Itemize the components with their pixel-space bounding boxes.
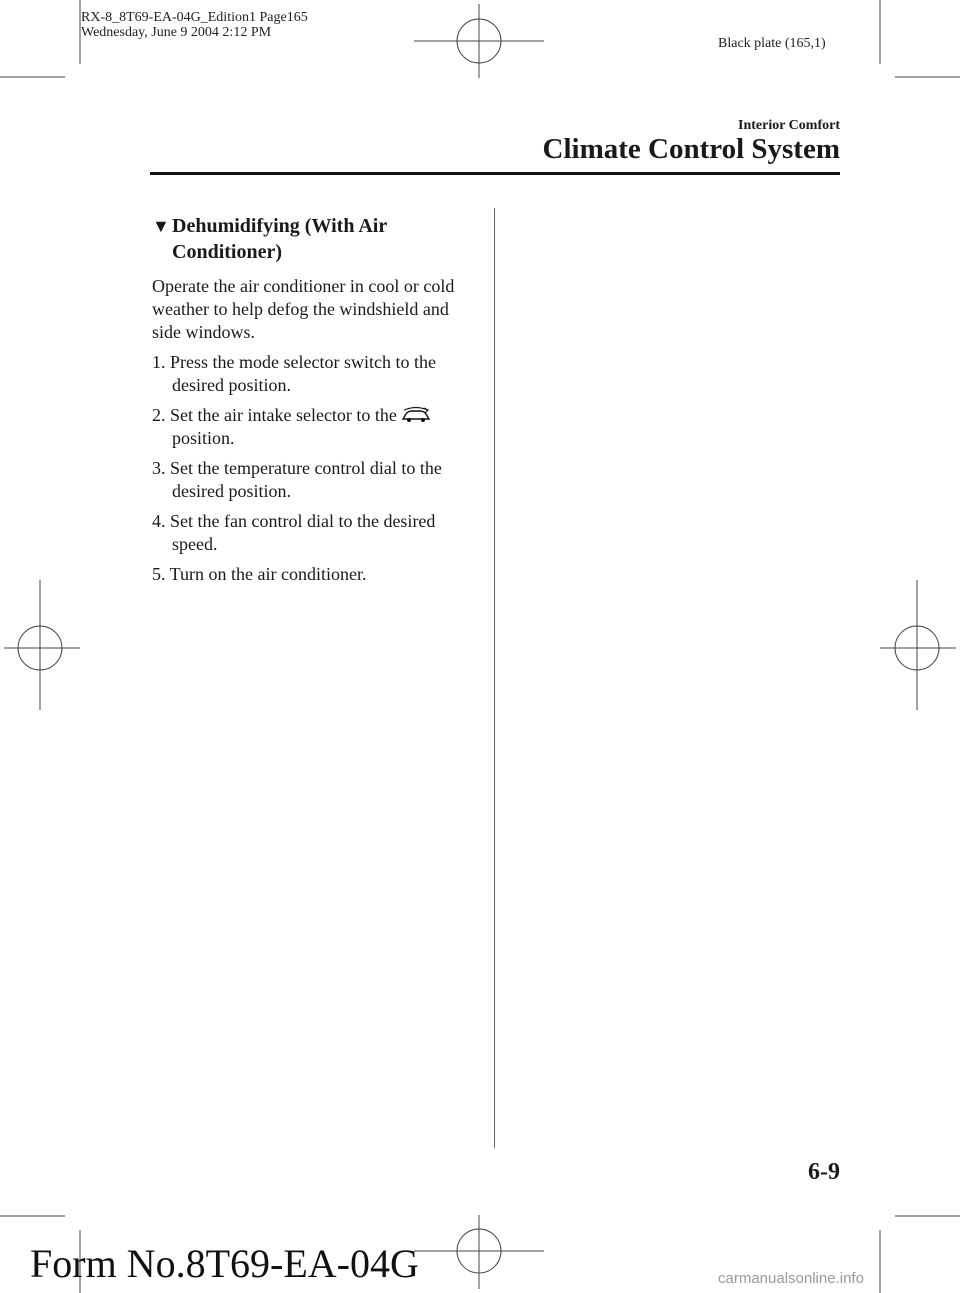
intro-paragraph: Operate the air conditioner in cool or cold weather to help defog the windshield and side windows. [152, 276, 455, 342]
black-plate-label: Black plate (165,1) [718, 36, 826, 51]
timestamp-line: Wednesday, June 9 2004 2:12 PM [81, 25, 272, 40]
file-name-line: RX-8_8T69-EA-04G_Edition1 Page165 [81, 10, 308, 25]
heading-line-1: Dehumidifying (With Air [172, 215, 388, 237]
subsection-heading [152, 213, 482, 265]
triangle-bullet-icon: ▼ [152, 216, 170, 236]
step-4: 4. Set the fan control dial to the desired speed. [152, 511, 436, 554]
step-1: 1. Press the mode selector switch to the desired position. [152, 352, 436, 395]
section-label: Interior Comfort [738, 118, 840, 133]
step-2 [152, 404, 477, 450]
step-2-tail: position. [172, 428, 235, 448]
header-rule [150, 172, 840, 175]
form-number: Form No.8T69-EA-04G [30, 1241, 419, 1286]
content-column [152, 213, 482, 586]
watermark: carmanualsonline.info [718, 1270, 864, 1287]
step-5: 5. Turn on the air conditioner. [152, 564, 367, 584]
step-3: 3. Set the temperature control dial to the desired position. [152, 458, 442, 501]
section-title: Climate Control System [542, 133, 840, 165]
page-number: 6-9 [808, 1159, 840, 1185]
column-divider [494, 208, 495, 1148]
outside-air-car-icon [401, 407, 431, 423]
heading-line-2: Conditioner) [172, 241, 282, 263]
step-2-text: 2. Set the air intake selector to the [152, 405, 397, 425]
